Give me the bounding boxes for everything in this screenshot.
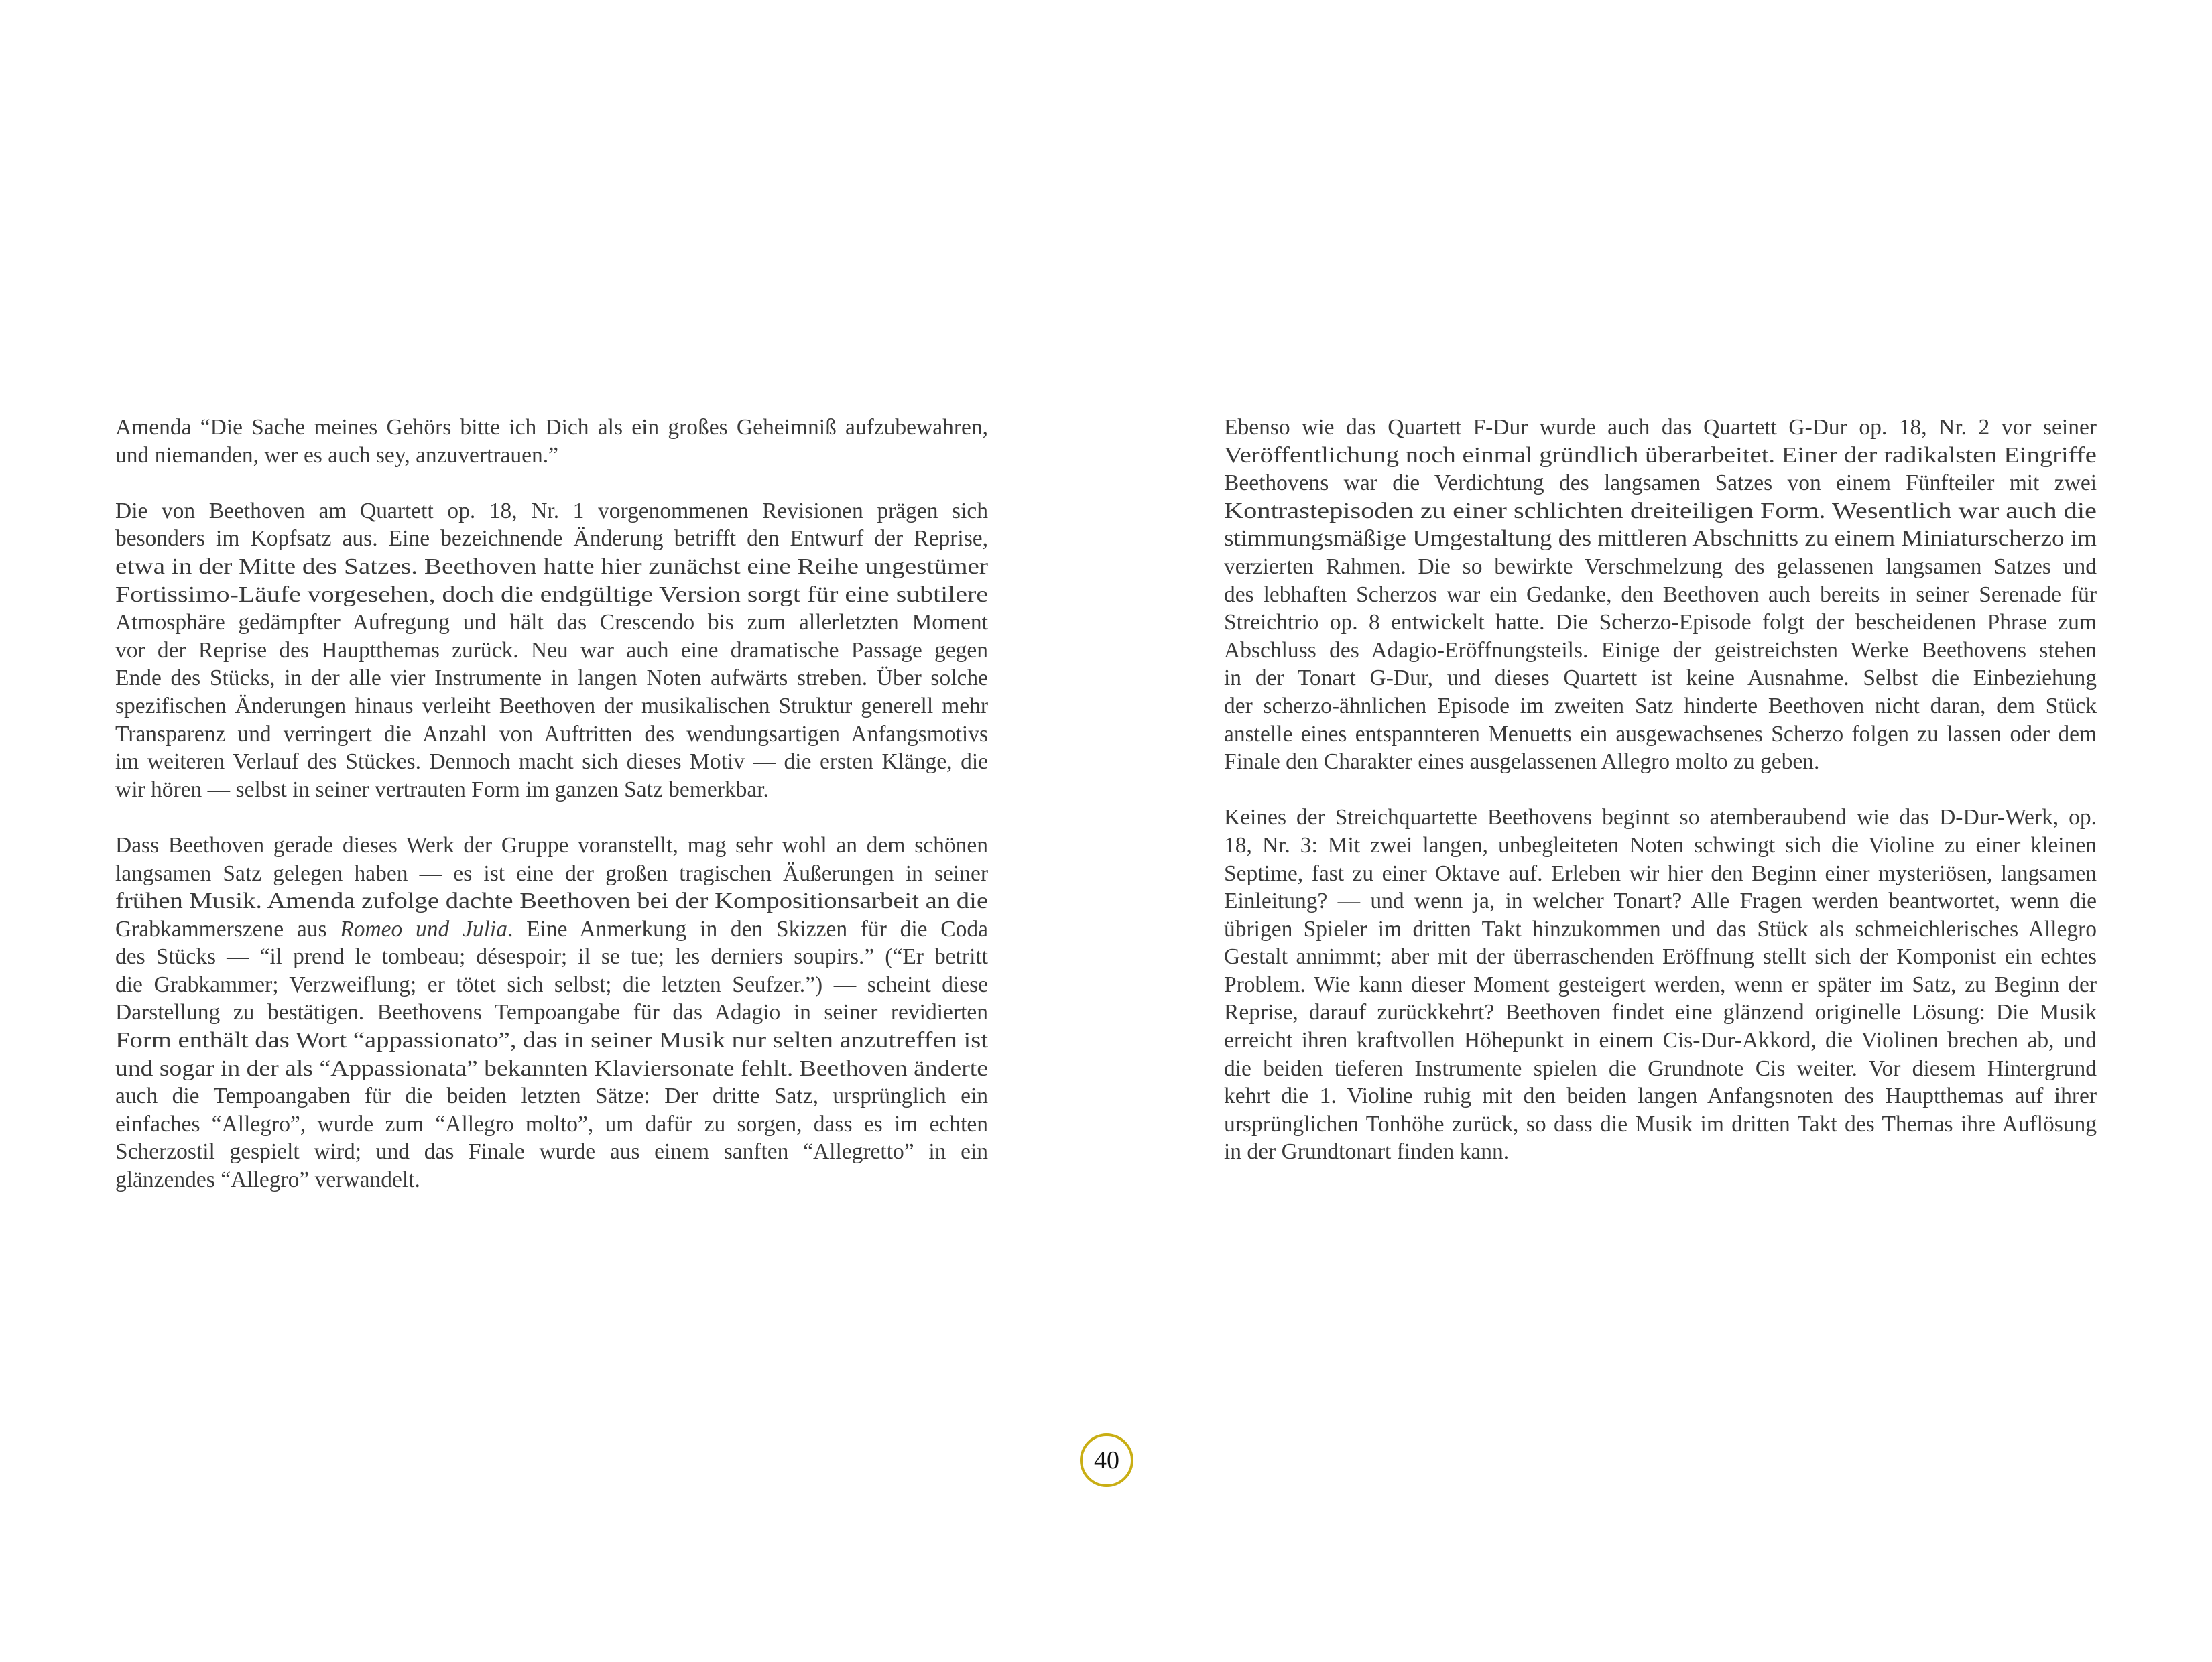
text-line — [1224, 525, 2097, 553]
text-line-content: frühen Musik. Amenda zufolge dachte Beethoven bei der Kompositionsarbeit an die — [115, 889, 989, 914]
page-number: 40 — [1094, 1446, 1119, 1474]
text-line — [1224, 1055, 2097, 1083]
text-line-content: wir hören — selbst in seiner vertrauten Form im ganzen Satz bemerkbar. — [115, 777, 769, 802]
text-line-content: etwa in der Mitte des Satzes. Beethoven hatte hier zunächst eine Reihe ungestümer — [115, 554, 988, 579]
text-line — [1224, 887, 2097, 915]
text-line-content: besonders im Kopfsatz aus. Eine bezeichnende Änderung betrifft den Entwurf der Reprise, — [115, 526, 988, 552]
text-line-content: Dass Beethoven gerade dieses Werk der Gruppe voranstellt, mag sehr wohl an dem schönen — [115, 832, 988, 858]
text-line-content: Ende des Stücks, in der alle vier Instrumente in langen Noten aufwärts streben. Über solche — [115, 665, 988, 691]
text-line — [1224, 720, 2097, 749]
text-line — [115, 999, 988, 1027]
text-line — [115, 915, 988, 944]
text-line-content: Keines der Streichquartette Beethovens beginnt so atemberaubend wie das D-Dur-Werk, op. — [1224, 805, 2097, 830]
text-line-content: Beethovens war die Verdichtung des langsamen Satzes von einem Fünfteiler mit zwei — [1224, 470, 2097, 496]
text-line-content: die Grabkammer; Verzweiflung; er tötet sich selbst; die letzten Seufzer.”) — scheint diese — [115, 972, 988, 997]
text-line-content: Streichtrio op. 8 entwickelt hatte. Die Scherzo-Episode folgt der bescheidenen Phrase zum — [1224, 610, 2097, 635]
text-line — [115, 581, 988, 609]
text-line-content: Gestalt annimmt; aber mit der überraschenden Eröffnung stellt sich der Komponist ein echtes — [1224, 944, 2097, 970]
text-line — [115, 525, 988, 553]
text-line — [115, 1055, 988, 1083]
text-line — [1224, 860, 2097, 888]
text-line — [115, 860, 988, 888]
text-line — [1224, 999, 2097, 1027]
text-line-content: einfaches “Allegro”, wurde zum “Allegro molto”, um dafür zu sorgen, dass es im echten — [115, 1111, 988, 1137]
text-line-content: kehrt die 1. Violine ruhig mit den beiden langen Anfangsnoten des Hauptthemas auf ihrer — [1224, 1084, 2097, 1109]
text-line — [1224, 413, 2097, 442]
text-line-content: Atmosphäre gedämpfter Aufregung und hält das Crescendo bis zum allerletzten Moment — [115, 610, 988, 635]
paragraph — [1224, 804, 2097, 1166]
text-line-content: Einleitung? — und wenn ja, in welcher Tonart? Alle Fragen werden beantwortet, wenn die — [1224, 889, 2097, 914]
text-line-content: langsamen Satz gelegen haben — es ist eine der großen tragischen Äußerungen in seiner — [115, 860, 988, 886]
text-line — [1224, 692, 2097, 720]
text-line — [115, 887, 988, 915]
text-line-content: Kontrastepisoden zu einer schlichten dreiteiligen Form. Wesentlich war auch die — [1224, 498, 2097, 523]
right-text-column — [1224, 413, 2097, 1194]
text-line-content: und niemanden, wer es auch sey, anzuvertrauen.” — [115, 442, 559, 468]
text-line-content: Abschluss des Adagio-Eröffnungsteils. Einige der geistreichsten Werke Beethovens stehen — [1224, 637, 2097, 663]
text-line-content: Scherzostil gespielt wird; und das Finale wurde aus einem sanften “Allegretto” in ein — [115, 1139, 988, 1165]
text-line-content: Septime, fast zu einer Oktave auf. Erleben wir hier den Beginn einer mysteriösen, langsamen — [1224, 860, 2097, 886]
text-line — [115, 497, 988, 525]
text-line-content: des lebhaften Scherzos war ein Gedanke, den Beethoven auch bereits in seiner Serenade für — [1224, 582, 2097, 607]
text-line-content: in der Tonart G-Dur, und dieses Quartett ist keine Ausnahme. Selbst die Einbeziehung — [1224, 665, 2097, 691]
text-line-content: in der Grundtonart finden kann. — [1224, 1139, 1510, 1165]
text-line-content: Darstellung zu bestätigen. Beethovens Tempoangabe für das Adagio in seiner revidierten — [115, 1000, 988, 1025]
text-line — [1224, 832, 2097, 860]
text-line — [115, 442, 988, 470]
text-line — [115, 971, 988, 999]
text-line — [115, 720, 988, 749]
text-line — [1224, 442, 2097, 470]
text-line-content: erreicht ihren kraftvollen Höhepunkt in einem Cis-Dur-Akkord, die Violinen brechen ab, und — [1224, 1028, 2097, 1053]
paragraph — [115, 832, 988, 1194]
text-line-content: anstelle eines entspannteren Menuetts ein ausgewachsenes Scherzo folgen zu lassen oder dem — [1224, 721, 2097, 747]
text-line — [115, 637, 988, 665]
text-line — [115, 413, 988, 442]
text-line-content: im weiteren Verlauf des Stückes. Dennoch macht sich dieses Motiv — die ersten Klänge, die — [115, 749, 988, 775]
text-line — [1224, 804, 2097, 832]
text-line-content: des Stücks — “il prend le tombeau; désespoir; il se tue; les derniers soupirs.” (“Er betritt — [115, 944, 988, 970]
text-line — [1224, 748, 2097, 776]
text-line — [1224, 553, 2097, 581]
paragraph — [115, 497, 988, 804]
text-line-content: ursprünglichen Tonhöhe zurück, so dass die Musik im dritten Takt des Themas ihre Auflösung — [1224, 1111, 2097, 1137]
paragraph — [115, 413, 988, 469]
text-line — [115, 553, 988, 581]
text-line-content: Ebenso wie das Quartett F-Dur wurde auch das Quartett G-Dur op. 18, Nr. 2 vor seiner — [1224, 415, 2097, 440]
text-line — [115, 1110, 988, 1139]
text-line-content: spezifischen Änderungen hinaus verleiht Beethoven der musikalischen Struktur generell mehr — [115, 693, 988, 718]
text-line — [1224, 1138, 2097, 1166]
text-line-content: übrigen Spieler im dritten Takt hinzukommen und das Stück als schmeichlerisches Allegro — [1224, 916, 2097, 942]
text-line — [115, 609, 988, 637]
text-line — [1224, 469, 2097, 497]
text-line-content: Form enthält das Wort “appassionato”, das in seiner Musik nur selten anzutreffen ist — [115, 1028, 989, 1053]
text-line — [1224, 915, 2097, 944]
text-line-content: der scherzo-ähnlichen Episode im zweiten Satz hinderte Beethoven nicht daran, dem Stück — [1224, 693, 2097, 718]
text-line-content: Veröffentlichung noch einmal gründlich überarbeitet. Einer der radikalsten Eingriffe — [1224, 442, 2097, 468]
text-line-content: Reprise, darauf zurückkehrt? Beethoven findet eine glänzend originelle Lösung: Die Musik — [1224, 1000, 2097, 1025]
text-line-content: Fortissimo-Läufe vorgesehen, doch die endgültige Version sorgt für eine subtilere — [115, 582, 988, 607]
text-line-content: vor der Reprise des Hauptthemas zurück. Neu war auch eine dramatische Passage gegen — [115, 637, 988, 663]
paragraph — [1224, 413, 2097, 776]
text-line-content: verzierten Rahmen. Die so bewirkte Verschmelzung des gelassenen langsamen Satzes und — [1224, 554, 2097, 579]
text-line — [1224, 497, 2097, 525]
left-text-column — [115, 413, 988, 1222]
text-line — [115, 1138, 988, 1166]
text-line — [1224, 637, 2097, 665]
text-line — [1224, 943, 2097, 971]
text-line-content: auch die Tempoangaben für die beiden letzten Sätze: Der dritte Satz, ursprünglich ein — [115, 1084, 988, 1109]
text-line-content: Finale den Charakter eines ausgelassenen Allegro molto zu geben. — [1224, 749, 1820, 775]
text-line — [1224, 1082, 2097, 1110]
text-line — [115, 692, 988, 720]
text-line-content: Amenda “Die Sache meines Gehörs bitte ich Dich als ein großes Geheimniß aufzubewahren, — [115, 415, 988, 440]
text-line-content: Problem. Wie kann dieser Moment gesteigert werden, wenn er später im Satz, zu Beginn der — [1224, 972, 2097, 997]
text-line — [115, 943, 988, 971]
page-number-badge — [1080, 1433, 1133, 1487]
text-line — [1224, 1027, 2097, 1055]
text-line-content: Transparenz und verringert die Anzahl von Auftritten des wendungsartigen Anfangsmotivs — [115, 721, 988, 747]
text-line — [115, 776, 988, 804]
text-line — [115, 1166, 988, 1194]
text-line — [115, 748, 988, 776]
text-line — [115, 1027, 988, 1055]
text-line-content: und sogar in der als “Appassionata” bekannten Klaviersonate fehlt. Beethoven änderte — [115, 1056, 988, 1081]
text-line-content: Die von Beethoven am Quartett op. 18, Nr. 1 vorgenommenen Revisionen prägen sich — [115, 498, 988, 523]
italic-title: Romeo und Julia — [340, 916, 507, 942]
text-line — [115, 832, 988, 860]
text-line-content: die beiden tieferen Instrumente spielen die Grundnote Cis weiter. Vor diesem Hintergrund — [1224, 1056, 2097, 1081]
text-line — [1224, 971, 2097, 999]
text-line-content: stimmungsmäßige Umgestaltung des mittleren Abschnitts zu einem Miniaturscherzo im — [1224, 526, 2097, 552]
text-line — [1224, 1110, 2097, 1139]
text-line-content: glänzendes “Allegro” verwandelt. — [115, 1167, 420, 1193]
text-line — [115, 664, 988, 692]
text-line — [115, 1082, 988, 1110]
text-line-content: Grabkammerszene aus Romeo und Julia. Eine Anmerkung in den Skizzen für die Coda — [115, 916, 988, 942]
text-line — [1224, 609, 2097, 637]
text-line-content: 18, Nr. 3: Mit zwei langen, unbegleiteten Noten schwingt sich die Violine zu einer kleinen — [1224, 832, 2097, 858]
text-line — [1224, 581, 2097, 609]
text-line — [1224, 664, 2097, 692]
